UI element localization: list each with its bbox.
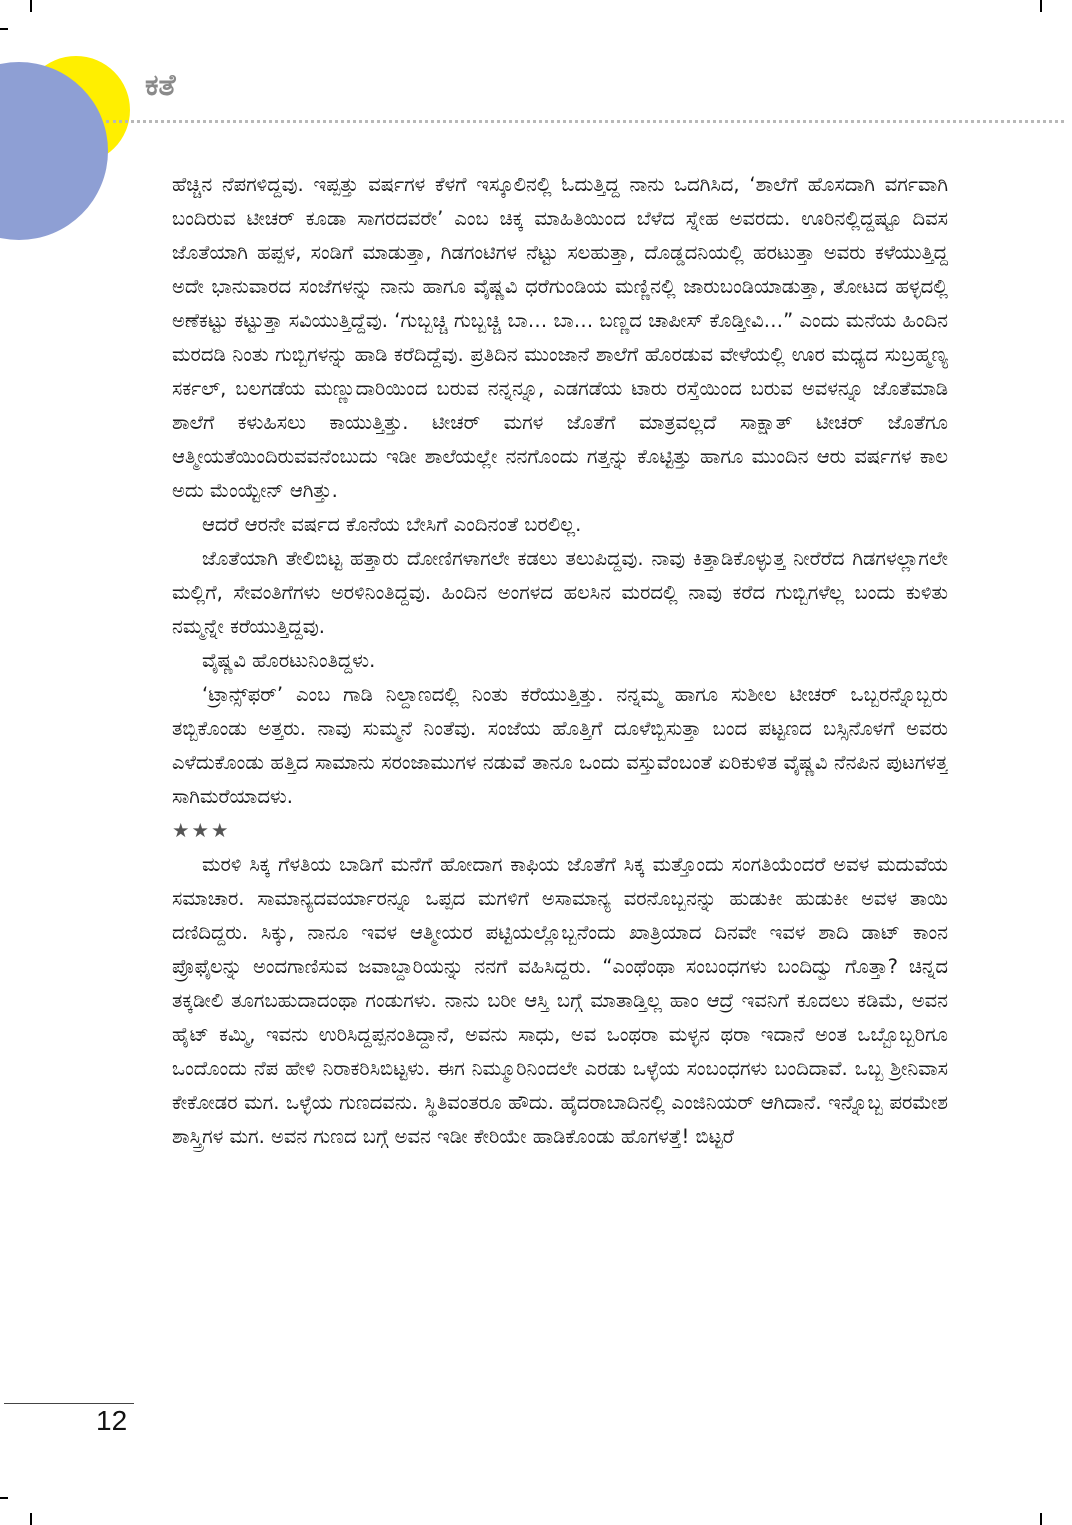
crop-mark-top-left xyxy=(30,0,32,12)
paragraph: ಆದರೆ ಆರನೇ ವರ್ಷದ ಕೊನೆಯ ಬೇಸಿಗೆ ಎಂದಿನಂತೆ ಬರಲಿಲ್ಲ. xyxy=(202,513,582,536)
paragraph: ವೈಷ್ಣವಿ ಹೊರಟುನಿಂತಿದ್ದಳು. xyxy=(202,649,376,672)
crop-mark-left-bottom xyxy=(0,1497,8,1499)
paragraph: ಮರಳಿ ಸಿಕ್ಕ ಗೆಳತಿಯ ಬಾಡಿಗೆ ಮನೆಗೆ ಹೋದಾಗ ಕಾಫಿಯ ಜೊತೆಗೆ ಸಿಕ್ಕ ಮತ್ತೊಂದು ಸಂಗತಿಯೆಂದರೆ ಅವಳ ಮದುವೆಯ ಸಮಾಚಾರ. ಸಾಮಾನ್ಯದವರ್ಯಾರನ್ನೂ ಒಪ್ಪದ ಮಗಳಿಗೆ ಅಸಾಮಾನ್ಯ ವರನೊಬ್ಬನನ್ನು ಹುಡುಕೀ ಹುಡುಕೀ ಅವಳ ತಾಯಿ ದಣಿದಿದ್ದರು. ಸಿಕ್ಕು, ನಾನೂ ಇವಳ ಆತ್ಮೀಯರ ಪಟ್ಟಿಯಲ್ಲೊಬ್ಬನೆಂದು ಖಾತ್ರಿಯಾದ ದಿನವೇ ಇವಳ ಶಾದಿ ಡಾಟ್ ಕಾಂನ ಪ್ರೊಫೈಲನ್ನು ಅಂದಗಾಣಿಸುವ ಜವಾಬ್ದಾರಿಯನ್ನು ನನಗೆ ವಹಿಸಿದ್ದರು. “ಎಂಥೆಂಥಾ ಸಂಬಂಧಗಳು ಬಂದಿದ್ವು ಗೊತ್ತಾ? ಚಿನ್ನದ ತಕ್ಕಡೀಲಿ ತೂಗಬಹುದಾದಂಥಾ ಗಂಡುಗಳು. ನಾನು ಬರೀ ಆಸ್ತಿ ಬಗ್ಗೆ ಮಾತಾಡ್ತಿಲ್ಲ ಹಾಂ ಆದ್ರೆ ಇವನಿಗೆ ಕೂದಲು ಕಡಿಮೆ, ಅವನ ಹೈಟ್ ಕಮ್ಮಿ, ಇವನು ಉರಿಸಿದ್ದಪ್ಪನಂತಿದ್ದಾನೆ, ಅವನು ಸಾಧು, ಅವ ಒಂಥರಾ ಮಳ್ಳನ ಥರಾ ಇದಾನೆ ಅಂತ ಒಬ್ಬೊಬ್ಬರಿಗೂ ಒಂದೊಂದು ನೆಪ ಹೇಳಿ ನಿರಾಕರಿಸಿಬಿಟ್ಟಳು. ಈಗ ನಿಮ್ಮೂರಿನಿಂದಲೇ ಎರಡು ಒಳ್ಳೆಯ ಸಂಬಂಧಗಳು ಬಂದಿದಾವೆ. ಒಬ್ಬ ಶ್ರೀನಿವಾಸ ಕೇಕೋಡರ ಮಗ. ಒಳ್ಳೆಯ ಗುಣದವನು. ಸ್ಥಿತಿವಂತರೂ ಹೌದು. ಹೈದರಾಬಾದಿನಲ್ಲಿ ಎಂಜಿನಿಯರ್ ಆಗಿದಾನೆ. ಇನ್ನೊಬ್ಬ ಪರಮೇಶ ಶಾಸ್ತ್ರಿಗಳ ಮಗ. ಅವನ ಗುಣದ ಬಗ್ಗೆ ಅವನ ಇಡೀ ಕೇರಿಯೇ ಹಾಡಿಕೊಂಡು ಹೊಗಳತ್ತೆ! ಬಿಟ್ಟರೆ xyxy=(172,853,948,1148)
paragraph: ‘ಟ್ರಾನ್ಸ್‌ಫರ್’ ಎಂಬ ಗಾಡಿ ನಿಲ್ದಾಣದಲ್ಲಿ ನಿಂತು ಕರೆಯುತ್ತಿತ್ತು. ನನ್ನಮ್ಮ ಹಾಗೂ ಸುಶೀಲ ಟೀಚರ್ ಒಬ್ಬರನ್ನೊಬ್ಬರು ತಬ್ಬಿಕೊಂಡು ಅತ್ತರು. ನಾವು ಸುಮ್ಮನೆ ನಿಂತೆವು. ಸಂಜೆಯ ಹೊತ್ತಿಗೆ ದೂಳೆಬ್ಬಿಸುತ್ತಾ ಬಂದ ಪಟ್ಟಣದ ಬಸ್ಸಿನೊಳಗೆ ಅವರು ಎಳೆದುಕೊಂಡು ಹತ್ತಿದ ಸಾಮಾನು ಸರಂಜಾಮುಗಳ ನಡುವೆ ತಾನೂ ಒಂದು ವಸ್ತುವೆಂಬಂತೆ ಏರಿಕುಳಿತ ವೈಷ್ಣವಿ ನೆನಪಿನ ಪುಟಗಳತ್ತ ಸಾಗಿಮರೆಯಾದಳು. xyxy=(172,683,948,808)
paragraph: ಹೆಚ್ಚಿನ ನೆಪಗಳಿದ್ದವು. ಇಪ್ಪತ್ತು ವರ್ಷಗಳ ಕೆಳಗೆ ಇಸ್ಕೂಲಿನಲ್ಲಿ ಓದುತ್ತಿದ್ದ ನಾನು ಒದಗಿಸಿದ, ‘ಶಾಲೆಗೆ ಹೊಸದಾಗಿ ವರ್ಗವಾಗಿ ಬಂದಿರುವ ಟೀಚರ್ ಕೂಡಾ ಸಾಗರದವರೇ’ ಎಂಬ ಚಿಕ್ಕ ಮಾಹಿತಿಯಿಂದ ಬೆಳೆದ ಸ್ನೇಹ ಅವರದು. ಊರಿನಲ್ಲಿದ್ದಷ್ಟೂ ದಿವಸ ಜೊತೆಯಾಗಿ ಹಪ್ಪಳ, ಸಂಡಿಗೆ ಮಾಡುತ್ತಾ, ಗಿಡಗಂಟಿಗಳ ನೆಟ್ಟು ಸಲಹುತ್ತಾ, ದೊಡ್ಡದನಿಯಲ್ಲಿ ಹರಟುತ್ತಾ ಅವರು ಕಳೆಯುತ್ತಿದ್ದ ಅದೇ ಭಾನುವಾರದ ಸಂಜೆಗಳನ್ನು ನಾನು ಹಾಗೂ ವೈಷ್ಣವಿ ಧರೆಗುಂಡಿಯ ಮಣ್ಣಿನಲ್ಲಿ ಜಾರುಬಂಡಿಯಾಡುತ್ತಾ, ತೋಟದ ಹಳ್ಳದಲ್ಲಿ ಅಣೆಕಟ್ಟು ಕಟ್ಟುತ್ತಾ ಸವಿಯುತ್ತಿದ್ದೆವು. ‘ಗುಬ್ಬಚ್ಚಿ ಗುಬ್ಬಚ್ಚಿ ಬಾ… ಬಾ… ಬಣ್ಣದ ಚಾಪೀಸ್ ಕೊಡ್ತೀವಿ…” ಎಂದು ಮನೆಯ ಹಿಂದಿನ ಮರದಡಿ ನಿಂತು ಗುಬ್ಬಿಗಳನ್ನು ಹಾಡಿ ಕರೆದಿದ್ದೆವು. ಪ್ರತಿದಿನ ಮುಂಜಾನೆ ಶಾಲೆಗೆ ಹೊರಡುವ ವೇಳೆಯಲ್ಲಿ ಊರ ಮಧ್ಯದ ಸುಬ್ರಹ್ಮಣ್ಯ ಸರ್ಕಲ್, ಬಲಗಡೆಯ ಮಣ್ಣುದಾರಿಯಿಂದ ಬರುವ ನನ್ನನ್ನೂ, ಎಡಗಡೆಯ ಟಾರು ರಸ್ತೆಯಿಂದ ಬರುವ ಅವಳನ್ನೂ ಜೊತೆಮಾಡಿ ಶಾಲೆಗೆ ಕಳುಹಿಸಲು ಕಾಯುತ್ತಿತ್ತು. ಟೀಚರ್ ಮಗಳ ಜೊತೆಗೆ ಮಾತ್ರವಲ್ಲದೆ ಸಾಕ್ಷಾತ್ ಟೀಚರ್ ಜೊತೆಗೂ ಆತ್ಮೀಯತೆಯಿಂದಿರುವವನೆಂಬುದು ಇಡೀ ಶಾಲೆಯಲ್ಲೇ ನನಗೊಂದು ಗತ್ತನ್ನು ಕೊಟ್ಟಿತ್ತು ಹಾಗೂ ಮುಂದಿನ ಆರು ವರ್ಷಗಳ ಕಾಲ ಅದು ಮೆಂಯ್ಟೇನ್ ಆಗಿತ್ತು. xyxy=(172,173,948,502)
paragraph: ಜೊತೆಯಾಗಿ ತೇಲಿಬಿಟ್ಟ ಹತ್ತಾರು ದೋಣಿಗಳಾಗಲೇ ಕಡಲು ತಲುಪಿದ್ದವು. ನಾವು ಕಿತ್ತಾಡಿಕೊಳ್ಳುತ್ತ ನೀರೆರೆದ ಗಿಡಗಳಲ್ಲಾಗಲೇ ಮಲ್ಲಿಗೆ, ಸೇವಂತಿಗೆಗಳು ಅರಳಿನಿಂತಿದ್ದವು. ಹಿಂದಿನ ಅಂಗಳದ ಹಲಸಿನ ಮರದಲ್ಲಿ ನಾವು ಕರೆದ ಗುಬ್ಬಿಗಳೆಲ್ಲ ಬಂದು ಕುಳಿತು ನಮ್ಮನ್ನೇ ಕರೆಯುತ್ತಿದ್ದವು. xyxy=(172,547,948,638)
article-body xyxy=(172,168,948,1400)
section-separator: ★★★ xyxy=(172,819,231,842)
page-number: 12 xyxy=(96,1405,128,1436)
section-title: ಕತೆ xyxy=(145,68,176,103)
header-dotted-rule xyxy=(106,120,1064,123)
crop-mark-left-top xyxy=(0,28,8,30)
crop-mark-top-right xyxy=(1040,0,1042,12)
crop-mark-bottom-left xyxy=(30,1513,32,1525)
crop-mark-bottom-right xyxy=(1040,1513,1042,1525)
